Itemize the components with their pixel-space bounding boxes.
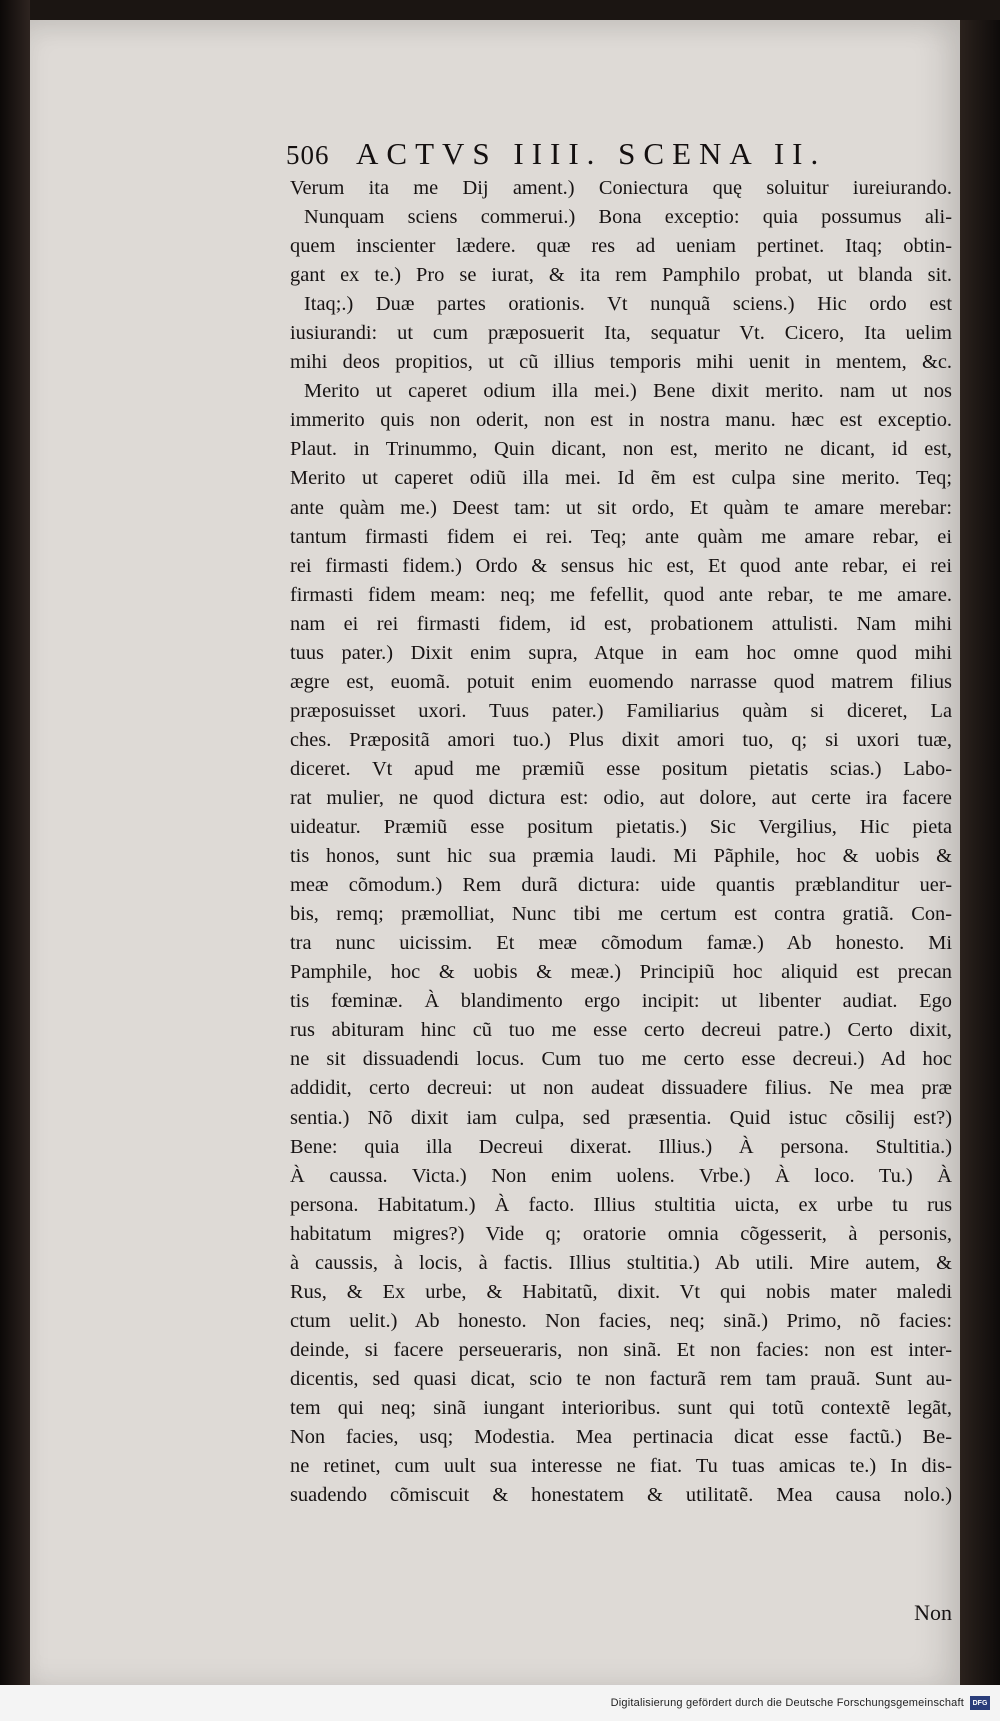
text-line: Pamphile, hoc & uobis & meæ.) Principiũ hoc aliquid est precan (290, 961, 952, 984)
text-line: uideatur. Præmiũ esse positum pietatis.) Sic Vergilius, Hic pieta (290, 816, 952, 839)
text-line: suadendo cõmiscuit & honestatem & utilitatẽ. Mea causa nolo.) (290, 1484, 952, 1507)
text-line: ante quàm me.) Deest tam: ut sit ordo, Et quàm te amare merebar: (290, 496, 952, 519)
book-gutter (0, 0, 30, 1721)
text-line: habitatum migres?) Vide q; oratorie omnia cõgesserit, à personis, (290, 1222, 952, 1245)
text-line: firmasti fidem meam: neq; me fefellit, quod ante rebar, te me amare. (290, 583, 952, 606)
text-line: ctum uelit.) Ab honesto. Non facies, neq; sinã.) Primo, nõ facies: (290, 1309, 952, 1332)
text-line: Plaut. in Trinummo, Quin dicant, non est, merito ne dicant, id est, (290, 438, 952, 461)
funding-credit: Digitalisierung gefördert durch die Deutsche Forschungsgemeinschaft (610, 1697, 964, 1709)
commentary-text (290, 174, 952, 1510)
text-line: tis fœminæ. À blandimento ergo incipit: ut libenter audiat. Ego (290, 990, 952, 1013)
page-header (286, 136, 886, 176)
text-line: quem inscienter lædere. quæ res ad ueniam pertinet. Itaq; obtin- (290, 235, 952, 258)
text-line: dicentis, sed quasi dicat, scio te non facturã rem tam prauã. Sunt au- (290, 1367, 952, 1390)
dfg-logo-icon: DFG (970, 1696, 990, 1710)
text-line: ægre est, euomã. potuit enim euomendo narrasse quod matrem filius (290, 670, 952, 693)
text-line: ches. Præpositã amori tuo.) Plus dixit amori tuo, q; si uxori tuæ, (290, 728, 952, 751)
text-line: ne retinet, cum uult sua interesse ne fiat. Tu tuas amicas te.) In dis- (290, 1455, 952, 1478)
text-line: Verum ita me Dij ament.) Coniectura quę soluitur iureiurando. (290, 177, 952, 199)
text-line: à caussis, à locis, à factis. Illius stultitia.) Ab utili. Mire autem, & (290, 1251, 952, 1274)
text-line: Merito ut caperet odium illa mei.) Bene dixit merito. nam ut nos (304, 380, 952, 403)
text-line: rus abituram hinc cũ tuo me esse certo decreui patre.) Certo dixit, (290, 1019, 952, 1042)
text-line: Non facies, usq; Modestia. Mea pertinacia dicat esse factũ.) Be- (290, 1426, 952, 1449)
catchword: Non (914, 1600, 952, 1625)
text-line: rat mulier, ne quod dictura est: odio, aut dolore, aut certe ira facere (290, 786, 952, 809)
text-line: Itaq;.) Duæ partes orationis. Vt nunquã sciens.) Hic ordo est (304, 293, 952, 316)
text-line: nam ei rei firmasti fidem, id est, probationem attulisti. Nam mihi (290, 612, 952, 635)
text-line: diceret. Vt apud me præmiũ esse positum pietatis scias.) Labo- (290, 757, 952, 780)
text-line: tuus pater.) Dixit enim supra, Atque in eam hoc omne quod mihi (290, 641, 952, 664)
text-line: iusiurandi: ut cum præposuerit Ita, sequatur Vt. Cicero, Ita uelim (290, 322, 952, 345)
text-line: sentia.) Nõ dixit iam culpa, sed præsentia. Quid istuc cõsilij est?) (290, 1106, 952, 1129)
page-number: 506 (286, 140, 330, 170)
text-line: bis, remq; præmolliat, Nunc tibi me certum est contra gratiã. Con- (290, 903, 952, 926)
text-line: gant ex te.) Pro se iurat, & ita rem Pamphilo probat, ut blanda sit. (290, 264, 952, 287)
digitization-footer (0, 1685, 1000, 1721)
page-edge (960, 20, 1000, 1685)
text-line: persona. Habitatum.) À facto. Illius stultitia uicta, ex urbe tu rus (290, 1193, 952, 1216)
text-line: immerito quis non oderit, non est in nostra manu. hæc est exceptio. (290, 409, 952, 432)
text-line: tem qui neq; sinã iungant interioribus. sunt qui totũ contextẽ legãt, (290, 1396, 952, 1419)
text-line: Rus, & Ex urbe, & Habitatũ, dixit. Vt qui nobis mater maledi (290, 1280, 952, 1303)
text-line: addidit, certo decreui: ut non audeat dissuadere filius. Ne mea præ (290, 1077, 952, 1100)
text-line: meæ cõmodum.) Rem durã dictura: uide quantis præblanditur uer- (290, 874, 952, 897)
text-line: À caussa. Victa.) Non enim uolens. Vrbe.) À loco. Tu.) À (290, 1164, 952, 1187)
text-line: tantum firmasti fidem ei rei. Teq; ante quàm me amare rebar, ei (290, 525, 952, 548)
text-line: tra nunc uicissim. Et meæ cõmodum famæ.) Ab honesto. Mi (290, 932, 952, 955)
text-line: præposuisset uxori. Tuus pater.) Familiarius quàm si diceret, La (290, 699, 952, 722)
text-line: Bene: quia illa Decreui dixerat. Illius.) À persona. Stultitia.) (290, 1135, 952, 1158)
text-line: mihi deos propitios, ut cũ illius temporis mihi uenit in mentem, &c. (290, 351, 952, 374)
text-line: deinde, si facere perseueraris, non sinã. Et non facies: non est inter- (290, 1338, 952, 1361)
text-line: tis honos, sunt hic sua præmia laudi. Mi Pãphile, hoc & uobis & (290, 845, 952, 868)
text-line: Merito ut caperet odiũ illa mei. Id ẽm est culpa sine merito. Teq; (290, 467, 952, 490)
text-line: rei firmasti fidem.) Ordo & sensus hic est, Et quod ante rebar, ei rei (290, 554, 952, 577)
text-line: ne sit dissuadendi locus. Cum tuo me certo esse decreui.) Ad hoc (290, 1048, 952, 1071)
running-title: ACTVS IIII. SCENA II. (356, 136, 827, 171)
text-line: Nunquam sciens commerui.) Bona exceptio: quia possumus ali- (304, 206, 952, 229)
